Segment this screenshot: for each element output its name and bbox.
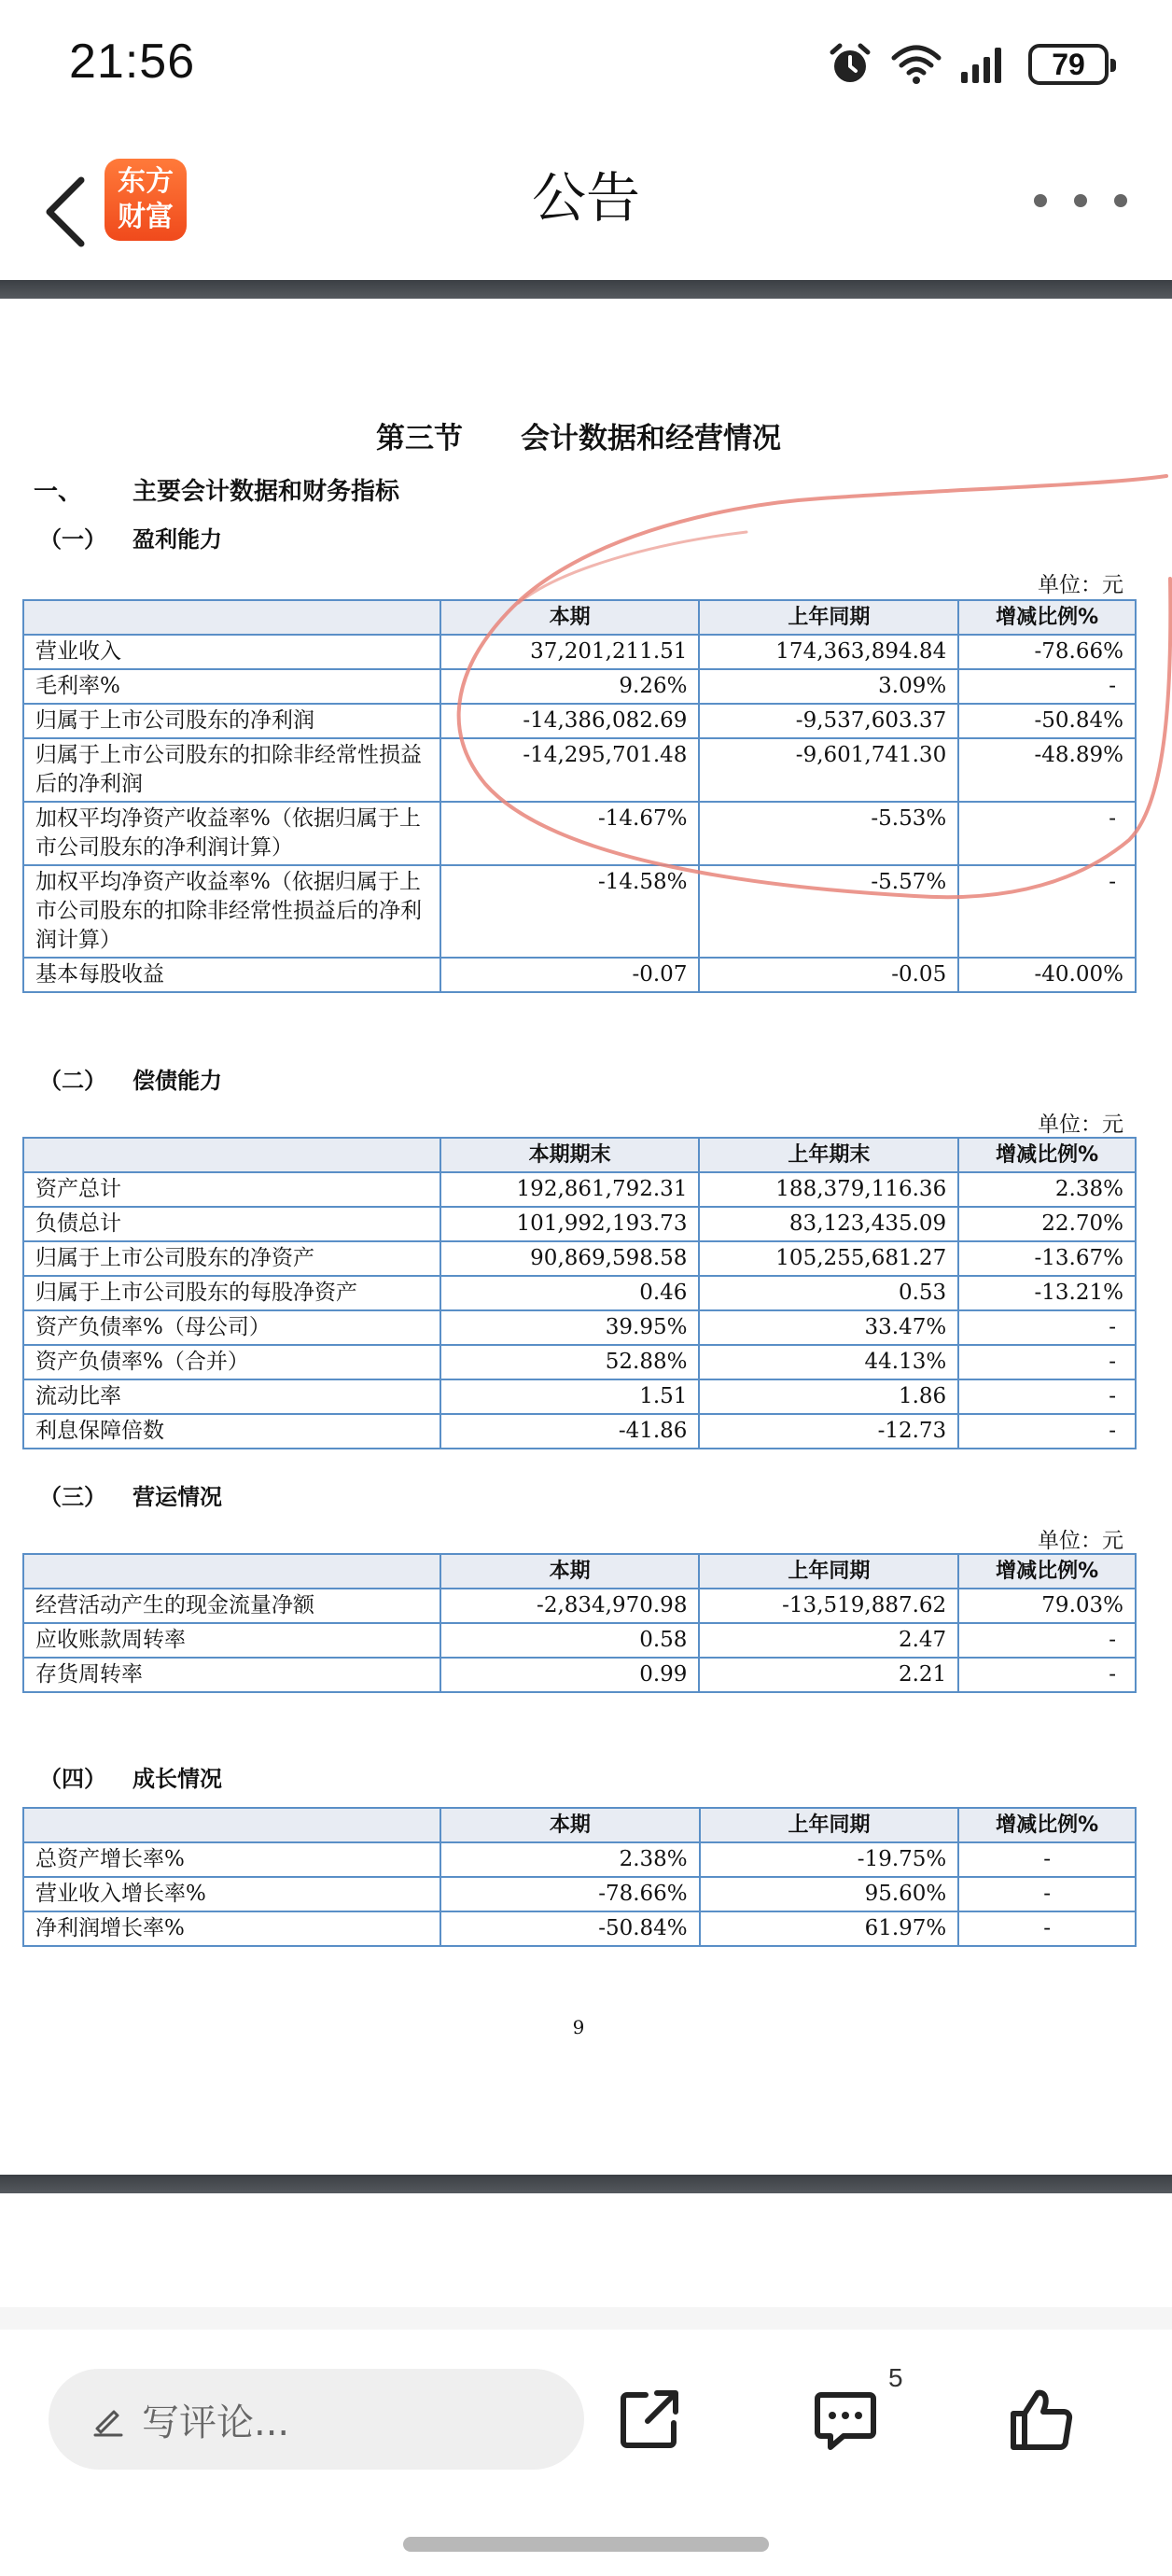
subheading-number: （四） bbox=[39, 1766, 106, 1792]
cell-value: -5.57% bbox=[699, 865, 958, 958]
operations-table bbox=[22, 1553, 1137, 1693]
row-label: 利息保障倍数 bbox=[23, 1414, 440, 1449]
subheading-solvency bbox=[39, 1062, 222, 1095]
cell-value: -13,519,887.62 bbox=[699, 1589, 958, 1623]
table-header-cell bbox=[23, 1554, 440, 1589]
table-row bbox=[23, 669, 1136, 704]
heading-number: 一、 bbox=[34, 478, 83, 506]
cell-change: -40.00% bbox=[958, 958, 1136, 992]
row-label: 资产负债率%（合并） bbox=[23, 1345, 440, 1379]
cell-value: 83,123,435.09 bbox=[699, 1207, 958, 1241]
bottom-separator bbox=[0, 2307, 1172, 2330]
cell-change: -50.84% bbox=[958, 704, 1136, 738]
cell-change: -78.66% bbox=[958, 635, 1136, 669]
row-label: 经营活动产生的现金流量净额 bbox=[23, 1589, 440, 1623]
share-icon[interactable] bbox=[616, 2386, 683, 2453]
comment-icon[interactable] bbox=[812, 2386, 879, 2453]
subheading-profitability bbox=[39, 521, 222, 553]
cell-value: -14,295,701.48 bbox=[440, 738, 700, 802]
cell-value: 9.26% bbox=[440, 669, 700, 704]
cell-change: 79.03% bbox=[958, 1589, 1136, 1623]
table-row bbox=[23, 958, 1136, 992]
row-label: 负债总计 bbox=[23, 1207, 440, 1241]
row-label: 总资产增长率% bbox=[23, 1842, 440, 1877]
subheading-text: 盈利能力 bbox=[133, 526, 222, 553]
cell-change: -13.67% bbox=[958, 1241, 1136, 1276]
subheading-number: （二） bbox=[39, 1068, 106, 1094]
cell-change: - bbox=[958, 865, 1136, 958]
row-label: 毛利率% bbox=[23, 669, 440, 704]
cell-value: 52.88% bbox=[440, 1345, 700, 1379]
table-header-cell: 上年同期 bbox=[699, 1554, 958, 1589]
cell-value: 192,861,792.31 bbox=[440, 1172, 700, 1207]
cell-value: 0.53 bbox=[699, 1276, 958, 1310]
row-label: 营业收入增长率% bbox=[23, 1877, 440, 1911]
table-header-row bbox=[23, 1138, 1136, 1172]
table-row bbox=[23, 1310, 1136, 1345]
table-header-cell bbox=[23, 1808, 440, 1842]
row-label: 应收账款周转率 bbox=[23, 1623, 440, 1658]
logo-line-2: 财富 bbox=[118, 201, 174, 233]
table-header-cell: 增减比例% bbox=[958, 1138, 1136, 1172]
bottom-action-bar bbox=[0, 2203, 1172, 2576]
cell-value: -50.84% bbox=[440, 1911, 700, 1946]
cell-value: 37,201,211.51 bbox=[440, 635, 700, 669]
table-header-cell bbox=[23, 600, 440, 635]
logo-line-1: 东方 bbox=[118, 165, 174, 198]
cell-value: 105,255,681.27 bbox=[699, 1241, 958, 1276]
cell-value: -9,537,603.37 bbox=[699, 704, 958, 738]
more-dot-icon bbox=[1074, 194, 1087, 207]
subheading-text: 营运情况 bbox=[133, 1484, 222, 1510]
status-bar bbox=[0, 0, 1172, 131]
table-header-cell: 上年同期 bbox=[699, 600, 958, 635]
comment-placeholder: 写评论... bbox=[142, 2401, 290, 2444]
cell-value: 101,992,193.73 bbox=[440, 1207, 700, 1241]
subheading-text: 成长情况 bbox=[133, 1766, 222, 1792]
cell-value: 39.95% bbox=[440, 1310, 700, 1345]
subheading-number: （一） bbox=[39, 526, 106, 553]
table-row bbox=[23, 1589, 1136, 1623]
cell-change: - bbox=[958, 1877, 1136, 1911]
more-dot-icon bbox=[1114, 194, 1127, 207]
row-label: 流动比率 bbox=[23, 1379, 440, 1414]
thumbs-up-icon[interactable] bbox=[1008, 2386, 1075, 2453]
table-row bbox=[23, 738, 1136, 802]
table-header-cell: 增减比例% bbox=[958, 1808, 1136, 1842]
battery-indicator: 79 bbox=[1028, 44, 1109, 85]
row-label: 归属于上市公司股东的每股净资产 bbox=[23, 1276, 440, 1310]
document-bottom-divider bbox=[0, 2175, 1172, 2193]
cell-change: -13.21% bbox=[958, 1276, 1136, 1310]
subheading-growth bbox=[39, 1760, 222, 1793]
cell-value: 2.47 bbox=[699, 1623, 958, 1658]
comment-input[interactable] bbox=[49, 2369, 584, 2470]
cell-value: -19.75% bbox=[700, 1842, 959, 1877]
subheading-text: 偿债能力 bbox=[133, 1068, 222, 1094]
cell-value: -9,601,741.30 bbox=[699, 738, 958, 802]
unit-label: 单位：元 bbox=[1038, 573, 1123, 597]
row-label: 归属于上市公司股东的扣除非经常性损益后的净利润 bbox=[23, 738, 440, 802]
cell-value: 44.13% bbox=[699, 1345, 958, 1379]
cell-change: - bbox=[958, 802, 1136, 865]
cell-value: 2.38% bbox=[440, 1842, 700, 1877]
row-label: 归属于上市公司股东的净利润 bbox=[23, 704, 440, 738]
row-label: 营业收入 bbox=[23, 635, 440, 669]
cell-value: 188,379,116.36 bbox=[699, 1172, 958, 1207]
table-header-cell: 本期 bbox=[440, 600, 700, 635]
comment-count-badge: 5 bbox=[888, 2363, 903, 2392]
table-header-cell: 本期期末 bbox=[440, 1138, 700, 1172]
wifi-icon bbox=[890, 43, 942, 86]
more-dot-icon bbox=[1034, 194, 1047, 207]
cell-change: - bbox=[958, 1414, 1136, 1449]
table-header-cell bbox=[23, 1138, 440, 1172]
table-row bbox=[23, 635, 1136, 669]
cell-value: -5.53% bbox=[699, 802, 958, 865]
cell-change: - bbox=[958, 1345, 1136, 1379]
table-header-row bbox=[23, 600, 1136, 635]
cell-change: - bbox=[958, 1658, 1136, 1692]
cell-value: -14.58% bbox=[440, 865, 700, 958]
cell-value: -0.07 bbox=[440, 958, 700, 992]
table-row bbox=[23, 865, 1136, 958]
app-logo bbox=[105, 159, 187, 241]
cell-change: 22.70% bbox=[958, 1207, 1136, 1241]
row-label: 资产负债率%（母公司） bbox=[23, 1310, 440, 1345]
row-label: 基本每股收益 bbox=[23, 958, 440, 992]
document-top-divider bbox=[0, 280, 1172, 299]
row-label: 加权平均净资产收益率%（依据归属于上市公司股东的扣除非经常性损益后的净利润计算） bbox=[23, 865, 440, 958]
home-indicator[interactable] bbox=[403, 2537, 769, 2552]
section-title: 第三节 会计数据和经营情况 bbox=[376, 422, 781, 455]
cell-change: - bbox=[958, 669, 1136, 704]
row-label: 归属于上市公司股东的净资产 bbox=[23, 1241, 440, 1276]
table-header-row bbox=[23, 1554, 1136, 1589]
table-header-cell: 上年期末 bbox=[699, 1138, 958, 1172]
more-button[interactable] bbox=[1034, 177, 1127, 224]
table-row bbox=[23, 704, 1136, 738]
chevron-left-icon bbox=[42, 175, 89, 249]
cell-value: 61.97% bbox=[700, 1911, 959, 1946]
growth-table bbox=[22, 1807, 1137, 1947]
heading-text: 主要会计数据和财务指标 bbox=[133, 478, 400, 506]
pencil-icon bbox=[90, 2401, 127, 2438]
table-row bbox=[23, 1842, 1136, 1877]
table-header-cell: 本期 bbox=[440, 1554, 700, 1589]
table-row bbox=[23, 1658, 1136, 1692]
table-row bbox=[23, 1414, 1136, 1449]
table-row bbox=[23, 1623, 1136, 1658]
unit-label: 单位：元 bbox=[1038, 1529, 1123, 1553]
cell-value: 33.47% bbox=[699, 1310, 958, 1345]
status-icons bbox=[827, 41, 1109, 88]
cell-value: -2,834,970.98 bbox=[440, 1589, 700, 1623]
heading-main-indicators bbox=[34, 472, 399, 507]
cell-value: -14,386,082.69 bbox=[440, 704, 700, 738]
back-button[interactable] bbox=[28, 161, 103, 263]
cell-value: -0.05 bbox=[699, 958, 958, 992]
table-header-cell: 上年同期 bbox=[700, 1808, 959, 1842]
table-row bbox=[23, 1241, 1136, 1276]
subheading-number: （三） bbox=[39, 1484, 106, 1510]
cell-value: 3.09% bbox=[699, 669, 958, 704]
cell-change: - bbox=[958, 1842, 1136, 1877]
table-header-row bbox=[23, 1808, 1136, 1842]
signal-icon bbox=[959, 44, 1012, 85]
document-page[interactable] bbox=[0, 299, 1172, 2175]
profitability-table bbox=[22, 599, 1137, 993]
table-row bbox=[23, 1379, 1136, 1414]
cell-value: -41.86 bbox=[440, 1414, 700, 1449]
alarm-icon bbox=[827, 41, 873, 88]
cell-change: 2.38% bbox=[958, 1172, 1136, 1207]
cell-value: 0.99 bbox=[440, 1658, 700, 1692]
cell-value: 0.46 bbox=[440, 1276, 700, 1310]
page-title: 公告 bbox=[531, 166, 640, 230]
cell-value: -78.66% bbox=[440, 1877, 700, 1911]
cell-value: 1.51 bbox=[440, 1379, 700, 1414]
table-row bbox=[23, 1345, 1136, 1379]
cell-change: - bbox=[958, 1310, 1136, 1345]
status-time: 21:56 bbox=[69, 35, 196, 89]
cell-change: - bbox=[958, 1379, 1136, 1414]
cell-value: 90,869,598.58 bbox=[440, 1241, 700, 1276]
cell-value: 174,363,894.84 bbox=[699, 635, 958, 669]
table-row bbox=[23, 1172, 1136, 1207]
row-label: 存货周转率 bbox=[23, 1658, 440, 1692]
table-header-cell: 本期 bbox=[440, 1808, 700, 1842]
cell-value: 1.86 bbox=[699, 1379, 958, 1414]
table-header-cell: 增减比例% bbox=[958, 1554, 1136, 1589]
table-row bbox=[23, 1911, 1136, 1946]
table-row bbox=[23, 1276, 1136, 1310]
row-label: 加权平均净资产收益率%（依据归属于上市公司股东的净利润计算） bbox=[23, 802, 440, 865]
row-label: 净利润增长率% bbox=[23, 1911, 440, 1946]
cell-value: -12.73 bbox=[699, 1414, 958, 1449]
subheading-operations bbox=[39, 1478, 222, 1511]
cell-change: -48.89% bbox=[958, 738, 1136, 802]
app-header bbox=[0, 140, 1172, 280]
cell-change: - bbox=[958, 1911, 1136, 1946]
cell-value: 0.58 bbox=[440, 1623, 700, 1658]
table-header-cell: 增减比例% bbox=[958, 600, 1136, 635]
table-row bbox=[23, 1877, 1136, 1911]
cell-value: 2.21 bbox=[699, 1658, 958, 1692]
cell-change: - bbox=[958, 1623, 1136, 1658]
table-row bbox=[23, 1207, 1136, 1241]
solvency-table bbox=[22, 1137, 1137, 1449]
table-row bbox=[23, 802, 1136, 865]
cell-value: -14.67% bbox=[440, 802, 700, 865]
unit-label: 单位：元 bbox=[1038, 1113, 1123, 1137]
page-number: 9 bbox=[572, 2016, 585, 2038]
cell-value: 95.60% bbox=[700, 1877, 959, 1911]
row-label: 资产总计 bbox=[23, 1172, 440, 1207]
